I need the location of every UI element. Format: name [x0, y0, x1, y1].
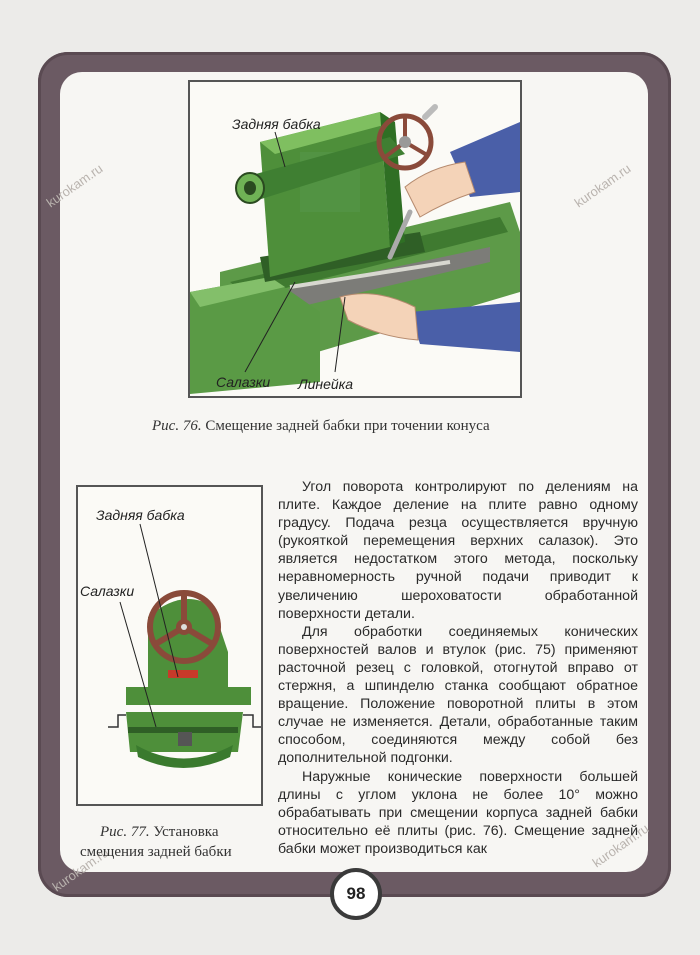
figure-77-caption-number: Рис. 77.: [100, 824, 150, 840]
label-tailstock: Задняя бабка: [232, 116, 321, 132]
label-slide: Салазки: [216, 374, 271, 390]
upper-hand: [405, 122, 520, 217]
page-number: 98: [330, 868, 382, 920]
watermark: kurokam.ru: [571, 160, 634, 211]
paragraph-3: Наружные конические поверхности большей длины с углом уклона не более 10° можно обрабатывать при смещении корпуса задней бабки относительно её плиты (рис. 76). Смещение задней бабки может производиться как: [278, 768, 638, 857]
figure-76-caption-text: Смещение задней бабки при точении конуса: [205, 418, 490, 434]
figure-77-caption-line2: смещения задней бабки: [80, 844, 232, 860]
watermark: kurokam.ru: [589, 820, 652, 871]
figure-77-caption-line1: [100, 824, 219, 841]
figure-76-caption-number: Рис. 76.: [152, 418, 202, 434]
watermark: kurokam.ru: [49, 844, 112, 895]
label-slide: Салазки: [80, 583, 135, 599]
paragraph-1: Угол поворота контролируют по делениям на плите. Каждое деление на плите равно одному градусу. Подача резца осуществляется вручную (рукояткой перемещения верхних салазок). Это является недостатком этого метода, поскольку неравномерность ручной подачи приводит к увеличению шероховатости обработанной поверхности детали.: [278, 479, 638, 622]
body-text: [278, 478, 638, 858]
label-ruler: Линейка: [298, 376, 354, 392]
label-tailstock: Задняя бабка: [96, 507, 185, 523]
paragraph-2: Для обработки соединяемых конических поверхностей валов и втулок (рис. 75) применяют расточной резец с головкой, отогнутой вправо от стержня, а шпинделю станка сообщают обратное вращение. Положение поворотной плиты в этом случае не изменяется. Детали, обработанные таким способом, соединяются между собой без дополнительной подгонки.: [278, 623, 638, 767]
watermark: kurokam.ru: [43, 160, 106, 211]
figure-77-caption-text: Установка: [153, 824, 219, 840]
figure-76-caption: [152, 418, 490, 435]
figure-77: [76, 485, 263, 806]
figure-76: [188, 80, 522, 398]
tailstock-offset-illustration: [78, 487, 261, 804]
